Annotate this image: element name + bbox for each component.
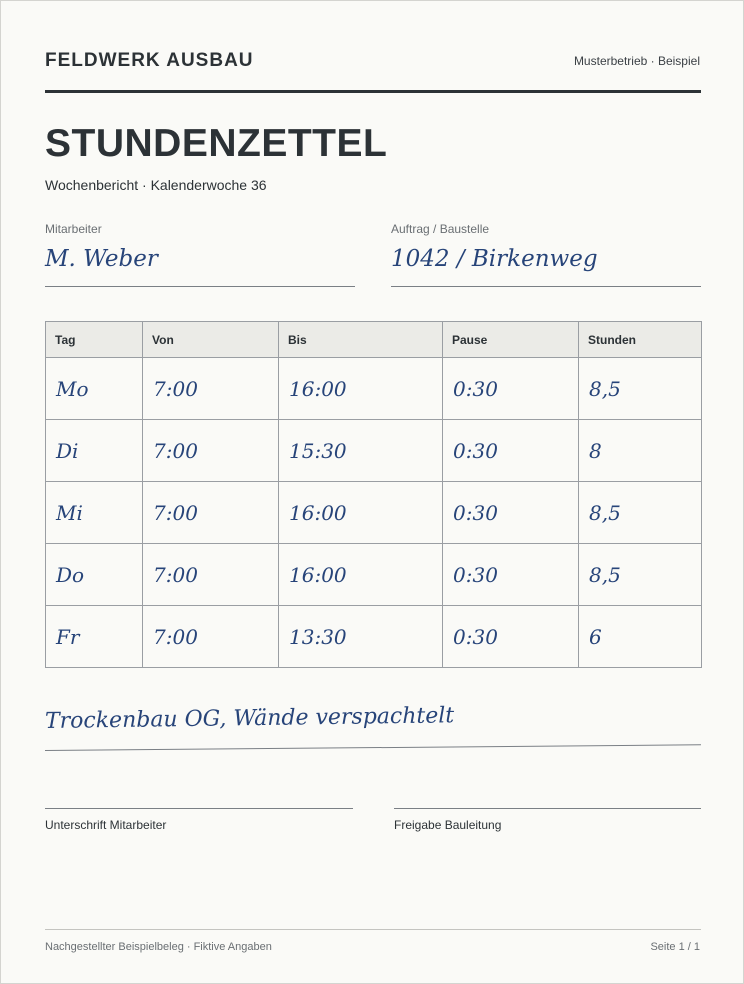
document-subtitle: Wochenbericht · Kalenderwoche 36 bbox=[45, 177, 267, 193]
footer-disclaimer: Nachgestellter Beispielbeleg · Fiktive Angaben bbox=[45, 941, 272, 953]
cell-from: 7:00 bbox=[143, 482, 279, 544]
cell-break: 0:30 bbox=[443, 544, 579, 606]
cell-break: 0:30 bbox=[443, 606, 579, 668]
employee-signature-label: Unterschrift Mitarbeiter bbox=[45, 818, 167, 832]
approval-signature-label: Freigabe Bauleitung bbox=[394, 818, 502, 832]
order-underline bbox=[391, 286, 701, 287]
note-underline bbox=[45, 744, 701, 751]
cell-to: 16:00 bbox=[279, 544, 443, 606]
cell-to: 16:00 bbox=[279, 482, 443, 544]
employee-underline bbox=[45, 286, 355, 287]
hours-table bbox=[45, 321, 702, 668]
company-name: FELDWERK AUSBAU bbox=[45, 50, 254, 71]
company-subtitle: Musterbetrieb · Beispiel bbox=[573, 54, 700, 68]
employee-signature-line bbox=[45, 808, 353, 809]
column-header-to: Bis bbox=[279, 322, 443, 358]
cell-to: 13:30 bbox=[279, 606, 443, 668]
table-row bbox=[46, 358, 702, 420]
table-row bbox=[46, 606, 702, 668]
handwritten-note: Trockenbau OG, Wände verspachtelt bbox=[44, 703, 455, 734]
cell-from: 7:00 bbox=[143, 544, 279, 606]
document-title: STUNDENZETTEL bbox=[45, 122, 388, 165]
cell-day: Do bbox=[46, 544, 143, 606]
cell-break: 0:30 bbox=[443, 358, 579, 420]
column-header-from: Von bbox=[143, 322, 279, 358]
column-header-day: Tag bbox=[46, 322, 143, 358]
cell-day: Fr bbox=[46, 606, 143, 668]
employee-label: Mitarbeiter bbox=[45, 222, 102, 236]
cell-from: 7:00 bbox=[143, 358, 279, 420]
cell-day: Di bbox=[46, 420, 143, 482]
cell-to: 16:00 bbox=[279, 358, 443, 420]
cell-from: 7:00 bbox=[143, 420, 279, 482]
table-header-row bbox=[46, 322, 702, 358]
table-row bbox=[46, 482, 702, 544]
cell-hours: 8 bbox=[579, 420, 702, 482]
page-number: Seite 1 / 1 bbox=[650, 941, 700, 953]
cell-break: 0:30 bbox=[443, 420, 579, 482]
cell-day: Mi bbox=[46, 482, 143, 544]
cell-hours: 6 bbox=[579, 606, 702, 668]
cell-from: 7:00 bbox=[143, 606, 279, 668]
cell-hours: 8,5 bbox=[579, 544, 702, 606]
cell-hours: 8,5 bbox=[579, 482, 702, 544]
cell-to: 15:30 bbox=[279, 420, 443, 482]
approval-signature-line bbox=[394, 808, 701, 809]
table-row bbox=[46, 420, 702, 482]
footer-divider bbox=[45, 929, 701, 930]
cell-break: 0:30 bbox=[443, 482, 579, 544]
order-value: 1042 / Birkenweg bbox=[391, 246, 598, 272]
header-divider bbox=[45, 90, 701, 93]
column-header-hours: Stunden bbox=[579, 322, 702, 358]
order-label: Auftrag / Baustelle bbox=[391, 222, 490, 236]
table-row bbox=[46, 544, 702, 606]
cell-hours: 8,5 bbox=[579, 358, 702, 420]
employee-value: M. Weber bbox=[45, 246, 158, 272]
column-header-break: Pause bbox=[443, 322, 579, 358]
cell-day: Mo bbox=[46, 358, 143, 420]
